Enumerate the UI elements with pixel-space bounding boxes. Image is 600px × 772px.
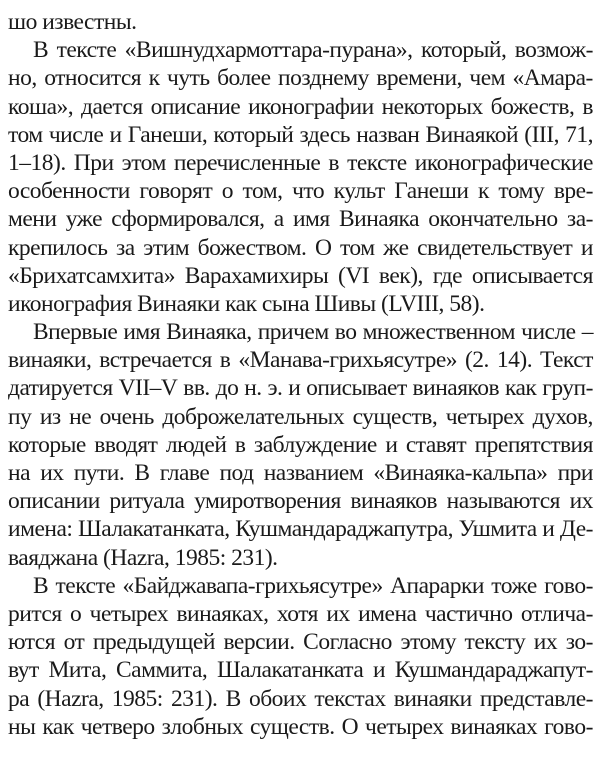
word: которые xyxy=(8,431,86,458)
word: в xyxy=(328,149,340,176)
word: этим xyxy=(143,234,190,261)
word: винаяках xyxy=(450,713,538,740)
word: где xyxy=(432,262,463,289)
word: отлича- xyxy=(520,600,593,627)
word: очень xyxy=(99,403,154,430)
word: Апарарки xyxy=(390,572,484,599)
word: том, xyxy=(242,178,283,205)
text-line xyxy=(8,318,593,346)
word: этом xyxy=(121,149,166,176)
word: «Байджавапа-грихьясутре» xyxy=(122,572,383,599)
word: В xyxy=(33,572,49,599)
word: препятствия xyxy=(474,431,593,458)
word: из xyxy=(39,403,61,430)
word: существ. xyxy=(249,713,335,740)
word: который, xyxy=(420,37,507,64)
word: Де- xyxy=(559,516,593,543)
word: имя xyxy=(123,319,161,346)
word: сформировался, xyxy=(111,206,265,233)
word: 1985: xyxy=(111,685,163,712)
text-block xyxy=(8,8,593,741)
word: частично xyxy=(424,600,513,627)
text-line xyxy=(8,121,593,149)
word: но, xyxy=(8,65,37,92)
text-line xyxy=(8,205,593,233)
word: что xyxy=(292,178,325,205)
word: зо- xyxy=(565,629,593,656)
word: и xyxy=(288,375,301,402)
word: на xyxy=(8,460,31,486)
text-line xyxy=(8,713,593,741)
word: В xyxy=(225,685,241,712)
word: коша», xyxy=(8,93,74,120)
text-line xyxy=(8,656,593,684)
word: вв. xyxy=(183,375,210,402)
word: винаяках, xyxy=(176,600,269,627)
text-line: ваяджана (Hazra, 1985: 231). xyxy=(8,544,278,571)
word: говорят xyxy=(139,178,213,205)
word: предыдущей xyxy=(92,629,215,656)
word: груп- xyxy=(542,375,593,402)
word: Саммита, xyxy=(116,657,208,684)
word: числе xyxy=(48,121,104,148)
word: Шалакатанката xyxy=(216,657,364,684)
word: этому xyxy=(400,629,456,656)
word: духов, xyxy=(532,403,593,430)
word: встречается xyxy=(99,347,212,374)
word: При xyxy=(73,149,114,176)
word: Винаяка, xyxy=(166,319,252,346)
word: названием xyxy=(263,460,364,486)
word: описывает xyxy=(306,375,407,402)
word: Ушмита xyxy=(458,516,537,543)
word: четверо xyxy=(80,713,155,740)
word: имена xyxy=(358,600,417,627)
text-line xyxy=(8,64,593,92)
word: В xyxy=(134,460,150,486)
word: Кушмандараджапут- xyxy=(394,657,593,684)
word: до xyxy=(215,375,239,402)
word: возмож- xyxy=(514,37,593,64)
word: (III, xyxy=(524,121,559,148)
word: тексте xyxy=(55,572,116,599)
word: главе xyxy=(159,460,210,486)
word: датируется xyxy=(8,375,113,402)
text-line: иконография Винаяки как сына Шивы (LVIII, 58). xyxy=(8,290,485,317)
word: чем xyxy=(469,65,506,92)
word: описывается xyxy=(471,262,593,289)
text-line xyxy=(8,600,593,628)
word: гово- xyxy=(544,572,593,599)
word: мени xyxy=(8,206,57,233)
word: иконографии xyxy=(248,93,374,120)
text-line xyxy=(8,234,593,262)
word: дается xyxy=(81,93,143,120)
text-line xyxy=(8,36,593,64)
word: 14). xyxy=(496,347,533,374)
paragraph xyxy=(8,8,593,36)
word: винаяков xyxy=(350,488,437,515)
word: относится xyxy=(44,65,142,92)
word: как xyxy=(42,713,74,740)
paragraph xyxy=(8,318,593,572)
word: винаяки xyxy=(393,685,472,712)
word: имя xyxy=(292,206,330,233)
word: не xyxy=(69,403,92,430)
text-line xyxy=(8,628,593,656)
word: умиротворения xyxy=(194,488,341,515)
word: представле- xyxy=(479,685,593,712)
word: 231). xyxy=(170,685,218,712)
word: ны xyxy=(8,713,36,740)
word: их xyxy=(533,629,558,656)
word: «Вишнудхармоттара-пурана», xyxy=(124,37,413,64)
word: версии. xyxy=(223,629,295,656)
word: чуть xyxy=(167,65,210,92)
word: тексте xyxy=(56,37,117,64)
word: Винаякой xyxy=(425,121,519,148)
word: о xyxy=(70,600,82,627)
word: Текст xyxy=(540,347,593,374)
word: О xyxy=(314,234,332,261)
word: Варахамихиры xyxy=(184,262,329,289)
text-line xyxy=(8,459,593,487)
word: их xyxy=(40,460,64,486)
word: к xyxy=(477,178,489,205)
word: винаяков xyxy=(412,375,500,402)
word: VII–V xyxy=(118,375,178,402)
word: тоже xyxy=(491,572,537,599)
word: который xyxy=(213,121,294,148)
word: крепилось xyxy=(8,234,108,261)
word: же xyxy=(383,234,409,261)
word: называются xyxy=(446,488,560,515)
text-line xyxy=(8,346,593,374)
word: (VI xyxy=(338,262,370,289)
text-line xyxy=(8,431,593,459)
word: злобных xyxy=(161,713,243,740)
word: н. xyxy=(244,375,262,402)
word: 71, xyxy=(565,121,593,148)
word: и xyxy=(580,234,593,261)
word: существ, xyxy=(352,403,438,430)
word: э. xyxy=(267,375,283,402)
word: (Hazra, xyxy=(37,685,104,712)
word: окончательно xyxy=(428,206,558,233)
word: имена: xyxy=(8,516,73,543)
word: Мита, xyxy=(48,657,107,684)
word: том xyxy=(8,121,43,148)
word: божеств, xyxy=(490,93,575,120)
word: вре- xyxy=(553,178,593,205)
word: к xyxy=(148,65,160,92)
word: тому xyxy=(498,178,545,205)
word: пу xyxy=(8,403,32,430)
word: как xyxy=(504,375,537,402)
word: а xyxy=(273,206,284,233)
text-line xyxy=(8,515,593,543)
word: причем xyxy=(257,319,329,346)
word: позднему xyxy=(278,65,369,92)
text-line: шо известны. xyxy=(8,9,137,35)
word: в xyxy=(582,93,593,120)
word: ставят xyxy=(405,431,467,458)
text-line xyxy=(8,403,593,431)
word: вводят xyxy=(94,431,158,458)
word: здесь xyxy=(299,121,351,148)
word: тексте xyxy=(347,149,407,176)
word: четырех xyxy=(89,600,169,627)
word: О xyxy=(341,713,359,740)
word: в xyxy=(219,347,231,374)
word: Винаяка xyxy=(338,206,420,233)
word: ются xyxy=(8,629,56,656)
paragraph xyxy=(8,572,593,741)
word: от xyxy=(63,629,85,656)
word: свидетельствует xyxy=(417,234,573,261)
word: рится xyxy=(8,600,62,627)
text-line xyxy=(8,487,593,515)
word: и xyxy=(372,657,386,684)
word: культ xyxy=(333,178,385,205)
word: некоторых xyxy=(381,93,483,120)
word: гово- xyxy=(544,713,593,740)
word: «Винаяка-кальпа» xyxy=(373,460,548,486)
word: при xyxy=(557,460,593,486)
word: людей xyxy=(165,431,227,458)
word: перечисленные xyxy=(173,149,321,176)
word: за xyxy=(116,234,135,261)
text-line xyxy=(8,262,593,290)
word: век), xyxy=(378,262,423,289)
text-line xyxy=(8,93,593,121)
word: множественном xyxy=(362,319,516,346)
word: и xyxy=(385,431,398,458)
word: доброжелательных xyxy=(162,403,345,430)
word: хотя xyxy=(276,600,318,627)
word: Ганеши, xyxy=(127,121,208,148)
word: особенности xyxy=(8,178,130,205)
word: винаяки, xyxy=(8,347,92,374)
word: более xyxy=(217,65,271,92)
word: за- xyxy=(566,206,593,233)
word: «Брихатсамхита» xyxy=(8,262,175,289)
word: иконографические xyxy=(414,149,593,176)
word: Кушмандараджапутра, xyxy=(235,516,454,543)
word: Впервые xyxy=(33,319,118,346)
word: назван xyxy=(356,121,420,148)
text-line xyxy=(8,177,593,205)
word: «Манава-грихьясутре» xyxy=(238,347,458,374)
word: времени, xyxy=(376,65,462,92)
word: обоих xyxy=(248,685,307,712)
word: (2. xyxy=(464,347,489,374)
word: во xyxy=(334,319,357,346)
word: вут xyxy=(8,657,39,684)
word: 1–18). xyxy=(8,149,66,176)
word: пути. xyxy=(73,460,125,486)
word: тексту xyxy=(464,629,526,656)
word: и xyxy=(109,121,122,148)
word: том xyxy=(339,234,375,261)
word: Ганеши xyxy=(394,178,469,205)
word: описание xyxy=(150,93,241,120)
text-line xyxy=(8,374,593,402)
word: четырех xyxy=(365,713,444,740)
word: божеством. xyxy=(197,234,307,261)
word: описании xyxy=(8,488,100,515)
word: ритуала xyxy=(109,488,185,515)
word: Шалакатанката, xyxy=(77,516,230,543)
text-line xyxy=(8,572,593,600)
word: Согласно xyxy=(303,629,392,656)
word: заблуждение xyxy=(253,431,377,458)
word: о xyxy=(221,178,233,205)
word: четырех xyxy=(445,403,525,430)
word: – xyxy=(581,319,593,346)
word: ра xyxy=(8,685,30,712)
word: текстах xyxy=(314,685,386,712)
word: их xyxy=(326,600,350,627)
word: уже xyxy=(65,206,103,233)
paragraph xyxy=(8,36,593,318)
text-line xyxy=(8,685,593,713)
text-line xyxy=(8,149,593,177)
word: В xyxy=(33,37,49,64)
word: под xyxy=(219,460,254,486)
word: «Амара- xyxy=(512,65,593,92)
word: их xyxy=(569,488,593,515)
word: в xyxy=(234,431,246,458)
word: и xyxy=(542,516,555,543)
word: числе xyxy=(521,319,576,346)
